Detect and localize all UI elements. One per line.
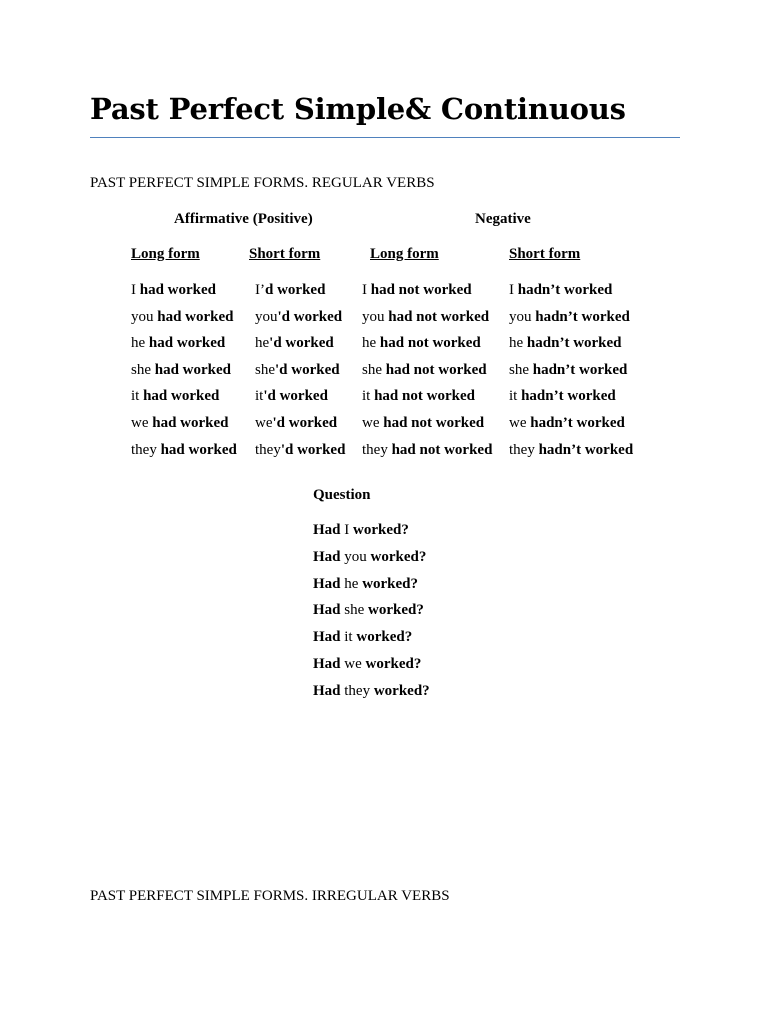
verb-form: hadn’t worked xyxy=(517,282,613,298)
verb-form: hadn’t worked xyxy=(532,361,628,378)
table-cell xyxy=(509,282,612,299)
question-item xyxy=(313,602,424,619)
pronoun: we xyxy=(340,656,366,672)
pronoun: it xyxy=(255,388,264,405)
table-cell xyxy=(362,335,481,352)
verb-form: had worked xyxy=(157,308,234,325)
pronoun: it xyxy=(362,388,375,405)
pronoun: it xyxy=(131,388,144,405)
auxiliary: Had xyxy=(313,548,341,565)
page-title: Past Perfect Simple& Continuous xyxy=(90,92,626,126)
table-cell xyxy=(255,282,325,299)
question-item xyxy=(313,576,418,593)
column-header-affirmative-short: Short form xyxy=(249,246,321,262)
affirmative-label: Affirmative (Positive) xyxy=(174,211,313,227)
table-cell xyxy=(362,362,487,379)
table-cell xyxy=(509,309,630,326)
pronoun: you xyxy=(255,308,278,325)
auxiliary: Had xyxy=(313,656,341,672)
pronoun: she xyxy=(340,602,369,619)
pronoun: they xyxy=(509,441,539,458)
pronoun: we xyxy=(509,415,531,431)
auxiliary: Had xyxy=(313,575,341,592)
verb-form: hadn’t worked xyxy=(521,388,616,405)
verb-form: had not worked xyxy=(379,335,481,352)
auxiliary: Had xyxy=(313,682,341,699)
auxiliary: Had xyxy=(313,602,341,619)
table-cell xyxy=(131,309,234,326)
verb-form: 'd worked xyxy=(275,361,340,378)
column-header-negative-short: Short form xyxy=(509,246,581,262)
pronoun: I xyxy=(131,282,140,298)
verb-form: had not worked xyxy=(370,282,472,298)
verb-form: had worked xyxy=(139,282,217,298)
table-cell xyxy=(131,388,219,405)
pronoun: he xyxy=(131,335,149,352)
section-heading-regular: PAST PERFECT SIMPLE FORMS. REGULAR VERBS xyxy=(90,175,435,191)
verb-form: 'd worked xyxy=(263,388,328,405)
pronoun: he xyxy=(362,335,380,352)
table-cell xyxy=(255,388,328,405)
verb-form: worked? xyxy=(353,522,409,538)
verb-form: had worked xyxy=(152,415,229,431)
verb-form: worked? xyxy=(362,575,419,592)
verb-form: had not worked xyxy=(385,361,487,378)
verb-form: had worked xyxy=(160,441,237,458)
pronoun: you xyxy=(509,308,536,325)
pronoun: I xyxy=(340,522,354,538)
pronoun: we xyxy=(255,415,273,431)
verb-form: had worked xyxy=(154,361,232,378)
table-cell xyxy=(255,442,345,459)
pronoun: he xyxy=(255,335,270,352)
verb-form: hadn’t worked xyxy=(530,415,625,431)
verb-form: worked? xyxy=(373,682,430,699)
table-cell xyxy=(255,362,340,379)
column-header-affirmative-long: Long form xyxy=(131,246,200,262)
table-cell xyxy=(509,362,627,379)
verb-form: had worked xyxy=(148,335,226,352)
table-cell xyxy=(131,335,225,352)
verb-form: worked? xyxy=(365,656,422,672)
verb-form: 'd worked xyxy=(272,415,338,431)
question-item xyxy=(313,522,409,539)
verb-form: had not worked xyxy=(388,308,490,325)
pronoun: I’ xyxy=(255,282,265,298)
question-item xyxy=(313,549,426,566)
pronoun: she xyxy=(362,361,386,378)
question-item xyxy=(313,629,412,646)
pronoun: they xyxy=(362,441,392,458)
pronoun: you xyxy=(362,308,389,325)
verb-form: had not worked xyxy=(391,441,493,458)
verb-form: had not worked xyxy=(374,388,475,405)
pronoun: it xyxy=(509,388,522,405)
pronoun: he xyxy=(340,575,363,592)
verb-form: worked? xyxy=(370,548,427,565)
pronoun: she xyxy=(131,361,155,378)
table-cell xyxy=(509,442,633,459)
table-cell xyxy=(362,388,475,405)
table-cell xyxy=(131,442,237,459)
section-heading-irregular: PAST PERFECT SIMPLE FORMS. IRREGULAR VERBS xyxy=(90,888,450,904)
verb-form: hadn’t worked xyxy=(526,335,622,352)
pronoun: she xyxy=(255,361,275,378)
table-cell xyxy=(362,282,472,299)
pronoun: we xyxy=(362,415,384,431)
pronoun: I xyxy=(362,282,371,298)
pronoun: we xyxy=(131,415,153,431)
table-cell xyxy=(509,388,616,405)
table-cell xyxy=(131,362,231,379)
column-header-negative-long: Long form xyxy=(370,246,439,262)
question-item xyxy=(313,683,430,700)
verb-form: 'd worked xyxy=(280,441,346,458)
table-cell xyxy=(255,415,337,432)
pronoun: he xyxy=(509,335,527,352)
title-divider xyxy=(90,137,680,138)
pronoun: it xyxy=(340,629,357,646)
question-item xyxy=(313,656,421,673)
table-cell xyxy=(509,415,625,432)
verb-form: hadn’t worked xyxy=(538,441,634,458)
verb-form: 'd worked xyxy=(277,308,343,325)
table-cell xyxy=(362,442,492,459)
verb-form: d worked xyxy=(265,282,326,298)
verb-form: had not worked xyxy=(383,415,485,431)
verb-form: worked? xyxy=(368,602,424,619)
table-cell xyxy=(255,335,334,352)
verb-form: had worked xyxy=(143,388,220,405)
table-cell xyxy=(509,335,622,352)
table-cell xyxy=(131,415,229,432)
pronoun: they xyxy=(131,441,161,458)
pronoun: you xyxy=(340,548,371,565)
auxiliary: Had xyxy=(313,629,341,646)
table-cell xyxy=(362,415,484,432)
verb-form: worked? xyxy=(356,629,413,646)
pronoun: they xyxy=(340,682,374,699)
verb-form: hadn’t worked xyxy=(535,308,630,325)
verb-form: 'd worked xyxy=(269,335,334,352)
pronoun: I xyxy=(509,282,518,298)
table-cell xyxy=(362,309,489,326)
auxiliary: Had xyxy=(313,522,341,538)
question-label: Question xyxy=(313,487,371,503)
pronoun: they xyxy=(255,441,281,458)
negative-label: Negative xyxy=(475,211,531,227)
table-cell xyxy=(255,309,342,326)
pronoun: you xyxy=(131,308,158,325)
table-cell xyxy=(131,282,216,299)
pronoun: she xyxy=(509,361,533,378)
